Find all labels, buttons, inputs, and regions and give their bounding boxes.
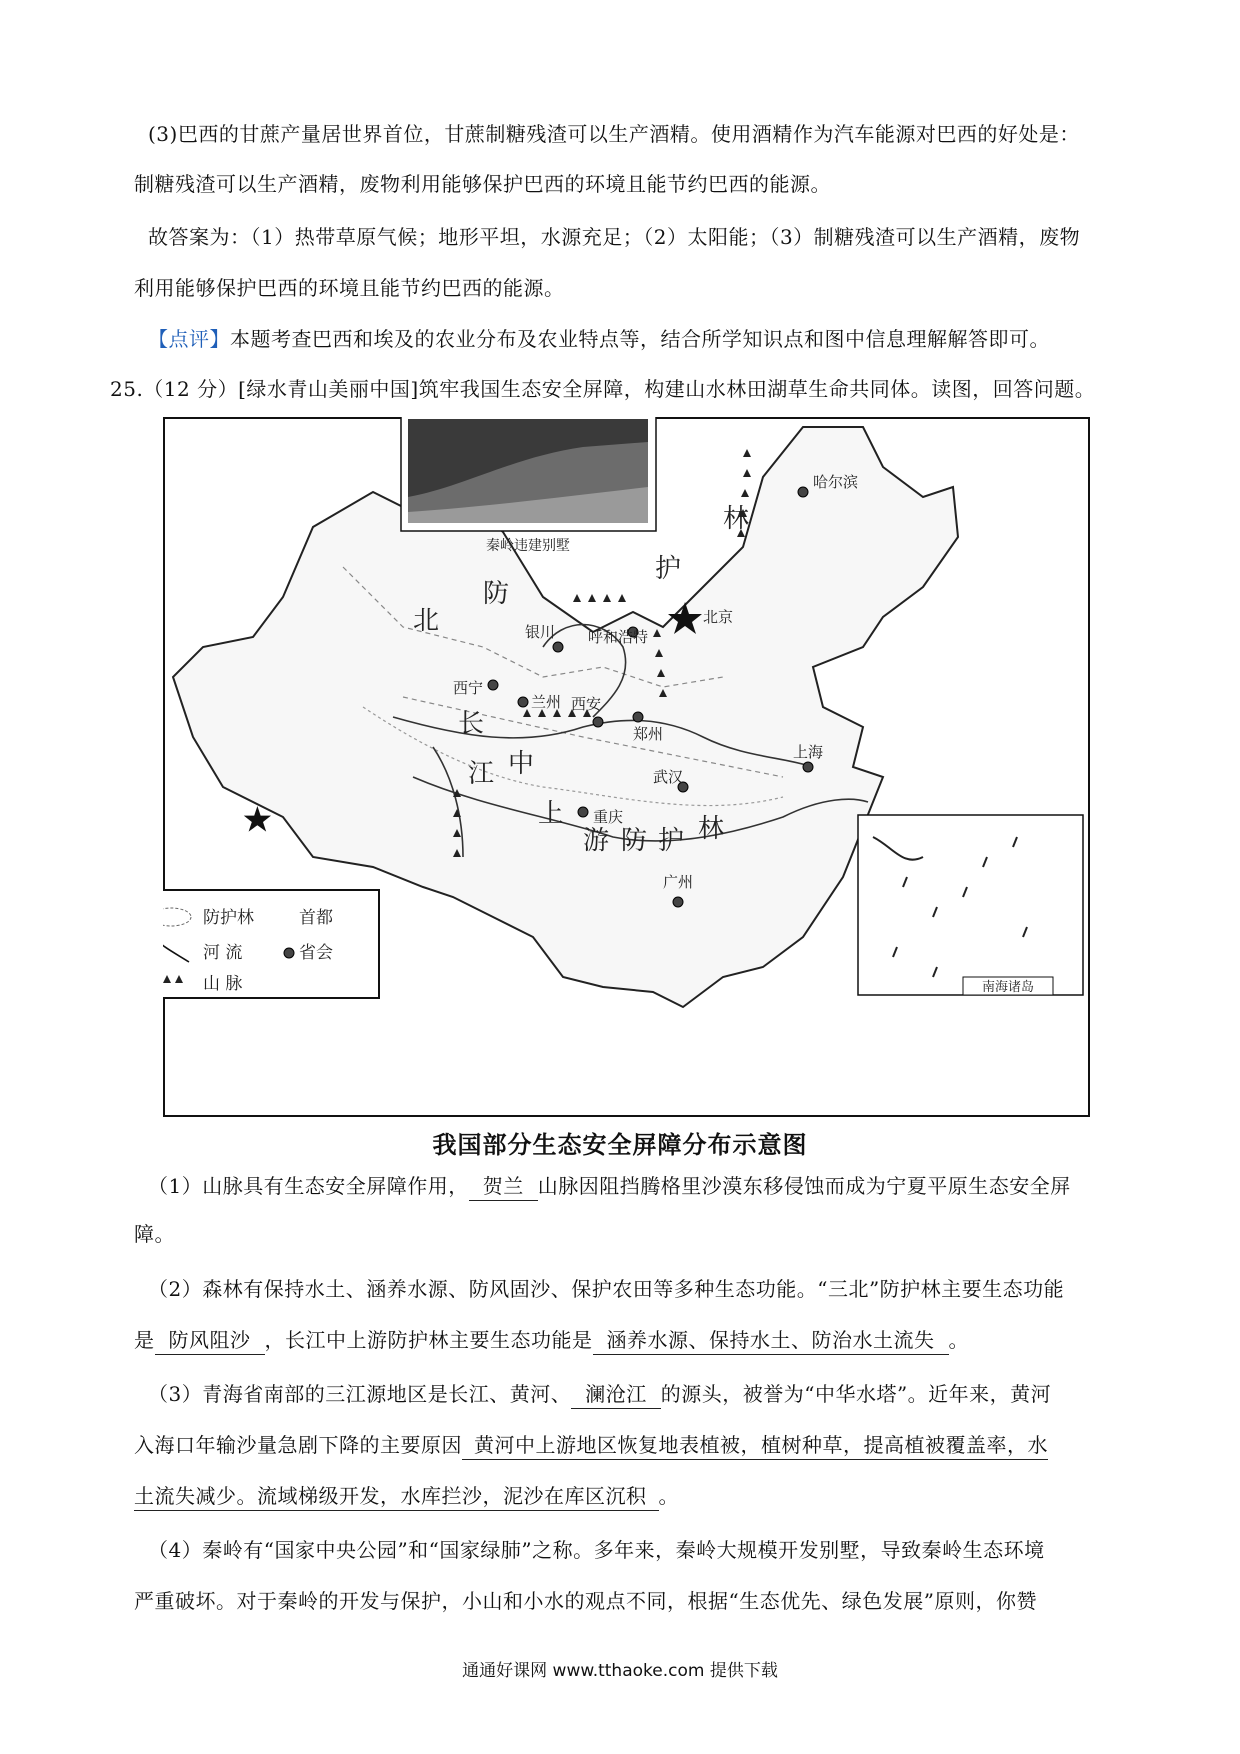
answer-blank: 土流失减少。流域梯级开发，水库拦沙，泥沙在库区沉积 (134, 1482, 659, 1511)
city-guangzhou: 广州 (663, 873, 694, 891)
comment-line (148, 325, 1050, 353)
text-span: ，长江中上游防护林主要生态功能是 (264, 1328, 593, 1352)
answer-blank: 澜沧江 (571, 1380, 661, 1409)
city-hohhot: 呼和浩特 (588, 628, 649, 646)
city-zhengzhou: 郑州 (633, 725, 664, 743)
inset-label: 南海诸岛 (981, 980, 1035, 995)
text-span: 。 (658, 1484, 679, 1508)
map-figure (163, 417, 1090, 1117)
south-china-sea-inset (858, 815, 1083, 995)
text-line: 利用能够保护巴西的环境且能节约巴西的能源。 (134, 276, 565, 300)
text-line: (3)巴西的甘蔗产量居世界首位，甘蔗制糖残渣可以生产酒精。使用酒精作为汽车能源对巴西的好处是： (148, 122, 1080, 146)
city-beijing: 北京 (703, 608, 734, 626)
label-lin: 林 (723, 504, 750, 534)
text-span: （3）青海省南部的三江源地区是长江、黄河、 (148, 1382, 572, 1406)
question-2: （2）森林有保持水土、涵养水源、防风固沙、保护农田等多种生态功能。“三北”防护林主要生态功能 (148, 1277, 1065, 1301)
label-lin2: 林 (698, 814, 725, 844)
text-line: 障。 (134, 1222, 175, 1246)
question-3 (148, 1380, 1051, 1409)
legend-river: 河 流 (203, 943, 243, 963)
text-span: 是 (134, 1328, 155, 1352)
legend-shelter: 防护林 (203, 908, 254, 928)
text-span: （1）山脉具有生态安全屏障作用， (148, 1174, 469, 1198)
question-3-answer-cont (134, 1482, 679, 1511)
text-span: 的源头，被誉为“中华水塔”。近年来，黄河 (660, 1382, 1052, 1406)
footer: 通通好课网 www.tthaoke.com 提供下载 (462, 1661, 778, 1681)
answer-blank: 黄河中上游地区恢复地表植被，植树种草，提高植被覆盖率，水 (462, 1431, 1048, 1460)
city-xining: 西宁 (453, 679, 484, 697)
label-fang2: 防 (621, 826, 648, 856)
label-bei: 北 (413, 606, 440, 636)
city-harbin: 哈尔滨 (813, 473, 859, 491)
city-yinchuan: 银川 (525, 623, 556, 641)
text-line: 制糖残渣可以生产酒精，废物利用能够保护巴西的环境且能节约巴西的能源。 (134, 172, 831, 196)
legend-provincial: 省会 (299, 943, 333, 963)
label-shang: 上 (538, 799, 565, 829)
label-fang: 防 (483, 579, 510, 609)
label-you: 游 (583, 826, 610, 856)
figure-caption: 我国部分生态安全屏障分布示意图 (432, 1130, 808, 1159)
legend-mountain: 山 脉 (203, 974, 243, 994)
city-chongqing: 重庆 (593, 808, 624, 826)
text-span: 山脉因阻挡腾格里沙漠东移侵蚀而成为宁夏平原生态安全屏 (537, 1174, 1071, 1198)
question-25: 25.（12 分）[绿水青山美丽中国]筑牢我国生态安全屏障，构建山水林田湖草生命共同体。读图，回答问题。 (110, 377, 1096, 401)
comment-text: 本题考查巴西和埃及的农业分布及农业特点等，结合所学知识点和图中信息理解解答即可。 (230, 327, 1050, 351)
answer-blank: 防风阻沙 (155, 1326, 265, 1355)
label-hu2: 护 (658, 826, 685, 856)
text-line: 严重破坏。对于秦岭的开发与保护，小山和小水的观点不同，根据“生态优先、绿色发展”原则，你赞 (134, 1589, 1037, 1613)
comment-tag: 【点评】 (148, 327, 230, 351)
city-xian: 西安 (571, 695, 602, 713)
answer-blank: 涵养水源、保持水土、防治水土流失 (593, 1326, 949, 1355)
label-hu: 护 (655, 554, 682, 584)
provincial-legend-icon (284, 948, 294, 958)
text-span: 。 (948, 1328, 969, 1352)
question-1 (148, 1172, 1071, 1201)
label-chang: 长 (458, 709, 485, 739)
answer-blank: 贺兰 (469, 1172, 538, 1201)
city-shanghai: 上海 (793, 743, 824, 761)
text-line: 故答案为：（1）热带草原气候；地形平坦，水源充足；（2）太阳能；（3）制糖残渣可以生产酒精，废物 (148, 225, 1081, 249)
question-2-answer (134, 1326, 969, 1355)
label-jiang: 江 (468, 759, 495, 789)
city-wuhan: 武汉 (653, 768, 684, 786)
label-zhong: 中 (508, 749, 535, 779)
photo-caption: 秦岭违建别墅 (486, 538, 570, 554)
question-3-answer (134, 1431, 1048, 1460)
legend-capital: 首都 (299, 908, 333, 928)
question-4: （4）秦岭有“国家中央公园”和“国家绿肺”之称。多年来，秦岭大规模开发别墅，导致秦岭生态环境 (148, 1538, 1045, 1562)
city-lanzhou: 兰州 (531, 693, 562, 711)
text-span: 入海口年输沙量急剧下降的主要原因 (134, 1433, 462, 1457)
